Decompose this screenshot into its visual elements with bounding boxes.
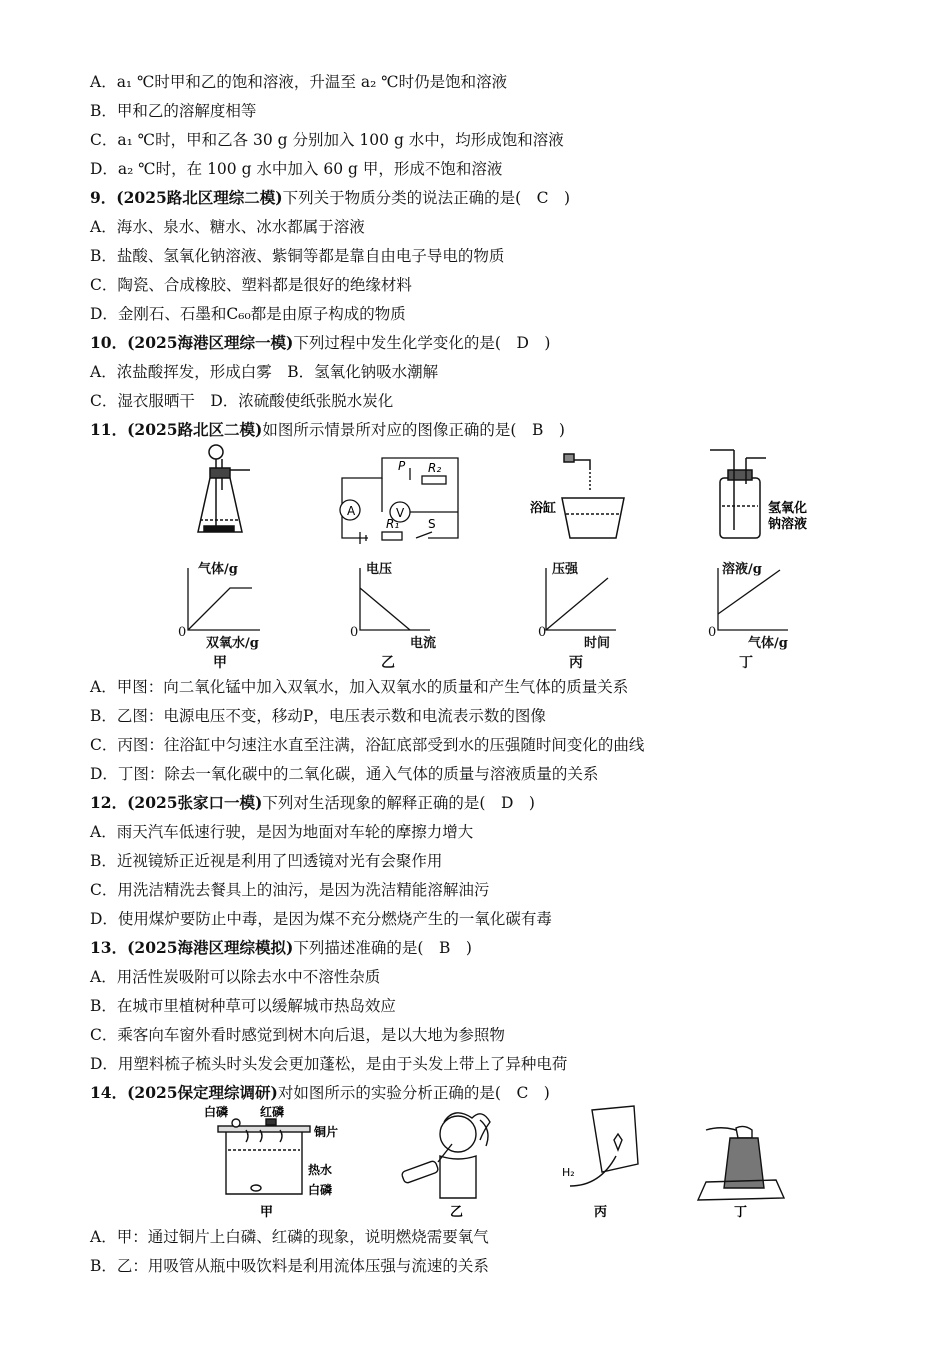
hand-cup-icon: [698, 1126, 784, 1200]
flask-apparatus-icon: [198, 445, 250, 532]
q14-figure: [190, 1102, 790, 1220]
question-source: (2025路北区二模): [127, 420, 263, 439]
q8-option-a: A．a₁ ℃时甲和乙的饱和溶液，升温至 a₂ ℃时仍是饱和溶液: [90, 73, 508, 91]
q11-option-c: C．丙图：往浴缸中匀速注水直至注满，浴缸底部受到水的压强随时间变化的曲线: [90, 736, 645, 754]
question-11: [90, 420, 565, 440]
graph-bing-ylabel: 压强: [552, 562, 579, 577]
q13-option-a: A．用活性炭吸附可以除去水中不溶性杂质: [90, 968, 381, 986]
q14-option-a: A．甲：通过铜片上白磷、红磷的现象，说明燃烧需要氧气: [90, 1228, 489, 1246]
question-13: [90, 938, 472, 958]
question-source: (2025张家口一模): [127, 793, 263, 812]
caption-bing: 丙: [594, 1205, 608, 1220]
caption-jia: 甲: [213, 655, 227, 671]
inverted-beaker-icon: [570, 1106, 638, 1186]
graph-jia-origin: 0: [178, 625, 187, 640]
q9-option-a: A．海水、泉水、糖水、冰水都属于溶液: [90, 218, 365, 236]
q11-figure: [170, 440, 820, 655]
q12-option-d: D．使用煤炉要防止中毒，是因为煤不充分燃烧产生的一氧化碳有毒: [90, 910, 552, 928]
question-source: (2025路北区理综二模): [116, 188, 283, 207]
question-number: 12．: [90, 793, 128, 812]
q13-option-b: B．在城市里植树种草可以缓解城市热岛效应: [90, 997, 396, 1015]
girl-drinking-icon: [401, 1113, 490, 1198]
question-source: (2025海港区理综模拟): [127, 938, 294, 957]
caption-yi: 乙: [381, 655, 395, 671]
white-phosphorus-bottom-label: 白磷: [308, 1183, 333, 1197]
q11-option-b: B．乙图：电源电压不变，移动P，电压表示数和电流表示数的图像: [90, 707, 546, 725]
q13-option-d: D．用塑料梳子梳头时头发会更加蓬松，是由于头发上带上了异种电荷: [90, 1055, 568, 1073]
question-stem: 下列对生活现象的解释正确的是( D ): [262, 794, 535, 812]
naoh-label-line2: 钠溶液: [768, 517, 808, 532]
question-14: [90, 1083, 550, 1103]
graph-jia-ylabel: 气体/g: [198, 562, 238, 577]
question-number: 14．: [90, 1083, 128, 1102]
caption-bing: 丙: [569, 655, 583, 671]
slider-p-label: P: [398, 459, 406, 473]
graph-yi-ylabel: 电压: [366, 562, 393, 577]
question-source: (2025保定理综调研): [127, 1083, 278, 1102]
question-12: [90, 793, 535, 813]
bathtub-label: 浴缸: [530, 501, 557, 516]
beaker-copper-icon: [218, 1119, 310, 1194]
q14-option-b: B．乙：用吸管从瓶中吸饮料是利用流体压强与流速的关系: [90, 1257, 489, 1275]
q12-option-b: B．近视镜矫正近视是利用了凹透镜对光有会聚作用: [90, 852, 443, 870]
ammeter-label: A: [347, 504, 356, 518]
graph-ding-origin: 0: [708, 625, 717, 640]
caption-yi: 乙: [450, 1205, 464, 1220]
q9-option-d: D．金刚石、石墨和C₆₀都是由原子构成的物质: [90, 305, 406, 323]
q13-option-c: C．乘客向车窗外看时感觉到树木向后退，是以大地为参照物: [90, 1026, 505, 1044]
graph-ding-ylabel: 溶液/g: [722, 562, 762, 577]
graph-yi-origin: 0: [350, 625, 359, 640]
r1-label: R₁: [386, 517, 400, 531]
question-number: 10．: [90, 333, 128, 352]
white-phosphorus-label: 白磷: [204, 1105, 229, 1119]
graph-bing-origin: 0: [538, 625, 547, 640]
caption-ding: 丁: [734, 1205, 748, 1220]
caption-jia: 甲: [260, 1205, 274, 1220]
q8-option-b: B．甲和乙的溶解度相等: [90, 102, 257, 120]
graph-yi-xlabel: 电流: [410, 636, 437, 651]
q10-options-cd: C．湿衣服晒干 D．浓硫酸使纸张脱水炭化: [90, 392, 394, 410]
q8-option-d: D．a₂ ℃时，在 100 g 水中加入 60 g 甲，形成不饱和溶液: [90, 160, 503, 178]
q12-option-c: C．用洗洁精洗去餐具上的油污，是因为洗洁精能溶解油污: [90, 881, 490, 899]
voltmeter-label: V: [396, 506, 405, 520]
question-stem: 下列描述准确的是( B ): [293, 939, 472, 957]
question-stem: 下列关于物质分类的说法正确的是( C ): [282, 189, 571, 207]
question-10: [90, 333, 550, 353]
question-number: 13．: [90, 938, 128, 957]
hydrogen-label: H₂: [562, 1166, 575, 1179]
question-number: 9．: [90, 188, 117, 207]
graph-ding-xlabel: 气体/g: [748, 636, 788, 651]
copper-sheet-label: 铜片: [314, 1125, 339, 1139]
q9-option-b: B．盐酸、氢氧化钠溶液、紫铜等都是靠自由电子导电的物质: [90, 247, 505, 265]
hot-water-label: 热水: [308, 1163, 333, 1177]
q10-options-ab: A．浓盐酸挥发，形成白雾 B．氢氧化钠吸水潮解: [90, 363, 439, 381]
question-9: [90, 188, 570, 208]
red-phosphorus-label: 红磷: [260, 1105, 285, 1119]
wash-bottle-icon: [710, 450, 766, 538]
q11-option-d: D．丁图：除去一氧化碳中的二氧化碳，通入气体的质量与溶液质量的关系: [90, 765, 599, 783]
q12-option-a: A．雨天汽车低速行驶，是因为地面对车轮的摩擦力增大: [90, 823, 474, 841]
bathtub-icon: [562, 454, 624, 538]
switch-label: S: [428, 517, 436, 531]
question-stem: 下列过程中发生化学变化的是( D ): [293, 334, 551, 352]
q9-option-c: C．陶瓷、合成橡胶、塑料都是很好的绝缘材料: [90, 276, 412, 294]
graph-jia-xlabel: 双氧水/g: [206, 636, 259, 651]
question-number: 11．: [90, 420, 128, 439]
question-stem: 如图所示情景所对应的图像正确的是( B ): [262, 421, 565, 439]
r2-label: R₂: [428, 461, 442, 475]
caption-ding: 丁: [739, 655, 753, 671]
question-source: (2025海港区理综一模): [127, 333, 294, 352]
graph-axes: [188, 568, 788, 630]
graph-bing-xlabel: 时间: [584, 636, 611, 651]
question-stem: 对如图所示的实验分析正确的是( C ): [277, 1084, 550, 1102]
naoh-label-line1: 氢氧化: [768, 501, 808, 516]
q8-option-c: C．a₁ ℃时，甲和乙各 30 g 分别加入 100 g 水中，均形成饱和溶液: [90, 131, 564, 149]
q11-option-a: A．甲图：向二氧化锰中加入双氧水，加入双氧水的质量和产生气体的质量关系: [90, 678, 629, 696]
